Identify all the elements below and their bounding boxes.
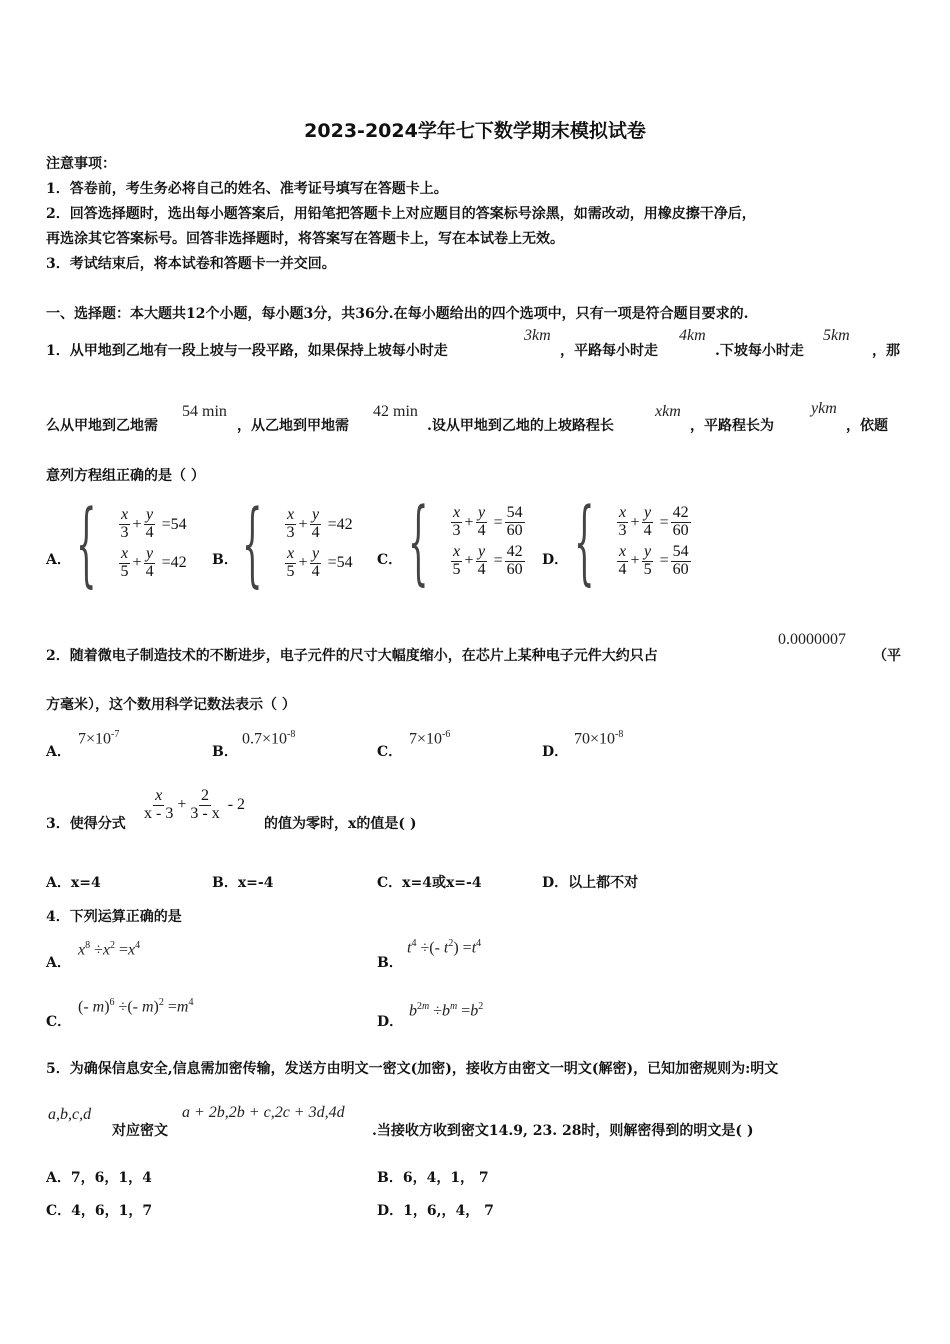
option-label: C． — [377, 744, 403, 760]
question-5-text: 对应密文 — [112, 1123, 168, 1139]
option-label: C． — [46, 1014, 72, 1030]
speed-flat: 4km — [679, 327, 706, 344]
fraction-expression: $\frac{x}{x - 3}$ + $\frac{2}{3 - x}$ - 2 — [144, 787, 246, 822]
chip-area-value: 0.0000007 — [778, 631, 846, 648]
equation-system-d: { $\frac{x}{3}$ + $\frac{y}{4}$ = $\frac{42}{60}$ $\frac{x}{4}$ + $\frac{y}{5}$ = $\frac{54}{60}$ — [574, 488, 689, 595]
option-b: B．6，4，1， 7 — [377, 1170, 489, 1186]
section-heading: 一、选择题：本大题共12个小题，每小题3分，共36分.在每小题给出的四个选项中，只有一项是符合题目要求的. — [46, 306, 749, 322]
question-1-text: 意列方程组正确的是（ ） — [46, 468, 205, 484]
option-label: B． — [212, 744, 238, 760]
option-d: D．以上都不对 — [542, 875, 639, 891]
question-1-text: ，依题 — [846, 418, 888, 434]
option-c: C．x=4或x=-4 — [377, 875, 482, 891]
option-label: D． — [542, 744, 569, 760]
question-1-text: .设从甲地到乙地的上坡路程长 — [427, 418, 614, 434]
page-title: 2023-2024学年七下数学期末模拟试卷 — [304, 120, 646, 142]
question-3-text: 3．使得分式 — [46, 816, 126, 832]
question-5-text: 5．为确保信息安全,信息需加密传输，发送方由明文一密文(加密)，接收方由密文一明文(解密)，已知加密规则为:明文 — [46, 1061, 779, 1077]
equation-system-c: { $\frac{x}{3}$ + $\frac{y}{4}$ = $\frac{54}{60}$ $\frac{x}{5}$ + $\frac{y}{4}$ = $\frac{42}{60}$ — [408, 488, 523, 595]
var-x: xkm — [655, 403, 681, 420]
option-label: B． — [212, 552, 238, 568]
question-4-text: 4．下列运算正确的是 — [46, 909, 182, 925]
question-2-text: 2．随着微电子制造技术的不断进步，电子元件的尺寸大幅度缩小，在芯片上某种电子元件大约只占 — [46, 648, 658, 664]
question-2-text: 方毫米），这个数用科学记数法表示（ ） — [46, 697, 296, 713]
option-d: D．1，6,，4， 7 — [377, 1203, 494, 1219]
time-forward: 54 min — [182, 403, 227, 420]
question-2-text: （平 — [873, 648, 901, 664]
equation-system-b: { $\frac{x}{3}$ + $\frac{y}{4}$ = 42 $\frac{x}{5}$ + $\frac{y}{4}$ = 54 — [242, 490, 353, 597]
option-c-expr: (- m)$^6$ ÷(- $m)^2 =m^4$ — [78, 997, 194, 1016]
option-c: C．4，6，1，7 — [46, 1203, 153, 1219]
speed-uphill: 3km — [524, 327, 551, 344]
question-1-text: 么从甲地到乙地需 — [46, 418, 158, 434]
notice-item: 2．回答选择题时，选出每小题答案后，用铅笔把答题卡上对应题目的答案标号涂黑，如需改动，用橡皮擦干净后， — [46, 206, 756, 222]
option-label: D． — [377, 1014, 404, 1030]
ciphertext-rule: a + 2b,2b + c,2c + 3d,4d — [182, 1104, 345, 1121]
question-1-text: ，平路程长为 — [690, 418, 774, 434]
option-b-value: $0.7\times 10^{-8}$ — [242, 729, 296, 748]
option-label: A． — [46, 552, 71, 568]
var-y: ykm — [811, 400, 837, 417]
notice-item: 再选涂其它答案标号。回答非选择题时，将答案写在答题卡上，写在本试卷上无效。 — [46, 231, 564, 247]
option-c-value: $7\times 10^{-6}$ — [409, 729, 451, 748]
speed-downhill: 5km — [823, 327, 850, 344]
option-label: A． — [46, 955, 71, 971]
notice-item: 3．考试结束后，将本试卷和答题卡一并交回。 — [46, 256, 336, 272]
equation-system-a: { $\frac{x}{3}$ + $\frac{y}{4}$ = 54 $\frac{x}{5}$ + $\frac{y}{4}$ = 42 — [76, 490, 187, 597]
option-d-value: $70\times 10^{-8}$ — [574, 729, 624, 748]
option-label: A． — [46, 744, 71, 760]
option-a: A．7，6，1，4 — [46, 1170, 152, 1186]
question-1-text: ，那 — [872, 343, 900, 359]
option-a: A．x=4 — [46, 875, 101, 891]
option-label: C． — [377, 552, 403, 568]
option-label: D． — [542, 552, 569, 568]
option-a-expr: $x^8 \div x^2 =x^4$ — [78, 940, 141, 959]
option-d-expr: $b^{2m} \div b^m =b^2$ — [409, 1001, 484, 1020]
notice-heading: 注意事项： — [46, 156, 116, 172]
notice-item: 1．答卷前，考生务必将自己的姓名、准考证号填写在答题卡上。 — [46, 181, 448, 197]
plaintext-vars: a,b,c,d — [48, 1106, 92, 1123]
question-1-text: ，从乙地到甲地需 — [237, 418, 349, 434]
option-a-value: $7\times 10^{-7}$ — [78, 729, 120, 748]
question-1-text: ，平路每小时走 — [560, 343, 658, 359]
question-1-text: 1．从甲地到乙地有一段上坡与一段平路，如果保持上坡每小时走 — [46, 343, 448, 359]
question-5-text: .当接收方收到密文14.9, 23. 28时，则解密得到的明文是( ) — [372, 1123, 754, 1139]
question-1-text: .下坡每小时走 — [715, 343, 804, 359]
option-b: B．x=-4 — [212, 875, 274, 891]
option-b-expr: $t^4$ ÷(- $t^2) =t^4$ — [407, 938, 482, 957]
question-3-text: 的值为零时，x的值是( ) — [264, 816, 417, 832]
time-return: 42 min — [373, 403, 418, 420]
option-label: B． — [377, 955, 403, 971]
